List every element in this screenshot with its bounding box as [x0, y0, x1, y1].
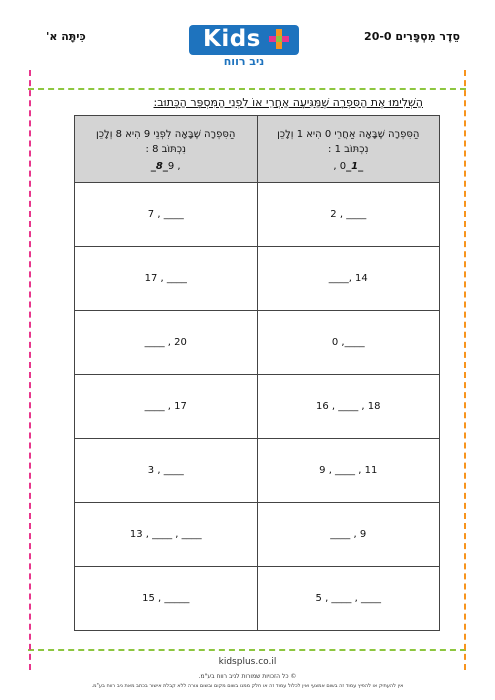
- sequence-text: 2 , ____: [330, 209, 367, 220]
- right-example-answer: _1_: [346, 160, 364, 172]
- left-example: [75, 161, 257, 172]
- right-cell[interactable]: [257, 375, 440, 439]
- sequence-text: ____ , 20: [144, 337, 187, 348]
- frame-right-border: [464, 70, 466, 670]
- table-row: [75, 503, 440, 567]
- instruction-text: הַשְׁלִימוּ אֶת הַסִּפְרָה שֶׁמַּגִּיעָה אַחֲרֵי אוֹ לִפְנֵי הַמִּסְפָּר הַכָּתוּב:: [153, 96, 423, 109]
- right-cell[interactable]: [257, 247, 440, 311]
- table-row: [75, 311, 440, 375]
- sequence-text: 0 ,____: [331, 337, 365, 348]
- worksheet-table: [74, 115, 440, 631]
- sequence-text: 9 , ____ , 11: [319, 465, 378, 476]
- table-row: [75, 375, 440, 439]
- left-cell[interactable]: [75, 439, 258, 503]
- table-row: [75, 439, 440, 503]
- sequence-text: ____ , 9: [330, 529, 367, 540]
- grade-label: כִּיתָּה א': [46, 30, 86, 43]
- frame-left-border: [29, 70, 31, 670]
- worksheet-title: סֵדֶר מִסְפָּרִים 20-0: [364, 30, 460, 43]
- sequence-text: 15 , _____: [142, 593, 190, 604]
- plus-icon: [269, 29, 289, 49]
- left-cell[interactable]: [75, 183, 258, 247]
- left-example-answer: _8_: [150, 160, 168, 172]
- table-row: [75, 567, 440, 631]
- left-header-text: הַסִּפְרָה שֶׁבָּאָה לִפְנֵי 9 הִיא 8 וְלָכֵן נִכְתּוֹב 8 :: [96, 128, 236, 155]
- right-cell[interactable]: [257, 503, 440, 567]
- logo-subtitle: ניב רווח: [223, 55, 265, 68]
- kids-plus-logo: [189, 25, 299, 70]
- right-example: [258, 161, 440, 172]
- frame-top-border: [28, 88, 466, 90]
- logo-box: [189, 25, 299, 55]
- logo-word: Kids: [203, 26, 261, 52]
- left-cell[interactable]: [75, 247, 258, 311]
- sequence-text: 7 , ____: [147, 209, 184, 220]
- sequence-text: 13 , ____ , ____: [129, 529, 202, 540]
- left-cell[interactable]: [75, 567, 258, 631]
- left-column-header: [75, 116, 258, 183]
- footer-site-link[interactable]: kidsplus.co.il: [218, 657, 277, 667]
- sequence-text: 3 , ____: [147, 465, 184, 476]
- right-cell[interactable]: [257, 567, 440, 631]
- sequence-text: 16 , ____ , 18: [315, 401, 381, 412]
- left-cell[interactable]: [75, 375, 258, 439]
- right-cell[interactable]: [257, 439, 440, 503]
- left-cell[interactable]: [75, 503, 258, 567]
- table-row: [75, 183, 440, 247]
- left-example-suffix: , 9: [167, 160, 181, 172]
- right-example-prefix: 0 ,: [333, 160, 347, 172]
- right-header-text: הַסִּפְרָה שֶׁבָּאָה אַחֲרֵי 0 הִיא 1 וְלָכֵן נִכְתּוֹב 1 :: [277, 128, 420, 155]
- footer-legal-notice: אין להעתיק או להפיץ עמוד זה בשום אמצעי ואין לכלול עמוד זה או חלק ממנו בשום מקום ובשום צורה ללא קבלת אישור בכתב מאת ניב רווח בע"מ.: [91, 683, 404, 689]
- right-cell[interactable]: [257, 183, 440, 247]
- footer-copyright: © כל הזכויות שמורות לניב רווח בע"מ.: [198, 673, 297, 680]
- right-column-header: [257, 116, 440, 183]
- left-cell[interactable]: [75, 311, 258, 375]
- sequence-text: ____ , 17: [144, 401, 187, 412]
- sequence-text: ____, 14: [328, 273, 368, 284]
- frame-bottom-border: [28, 649, 466, 651]
- sequence-text: 5 , ____ , ____: [315, 593, 381, 604]
- right-cell[interactable]: [257, 311, 440, 375]
- table-row: [75, 247, 440, 311]
- sequence-text: 17 , ____: [144, 273, 187, 284]
